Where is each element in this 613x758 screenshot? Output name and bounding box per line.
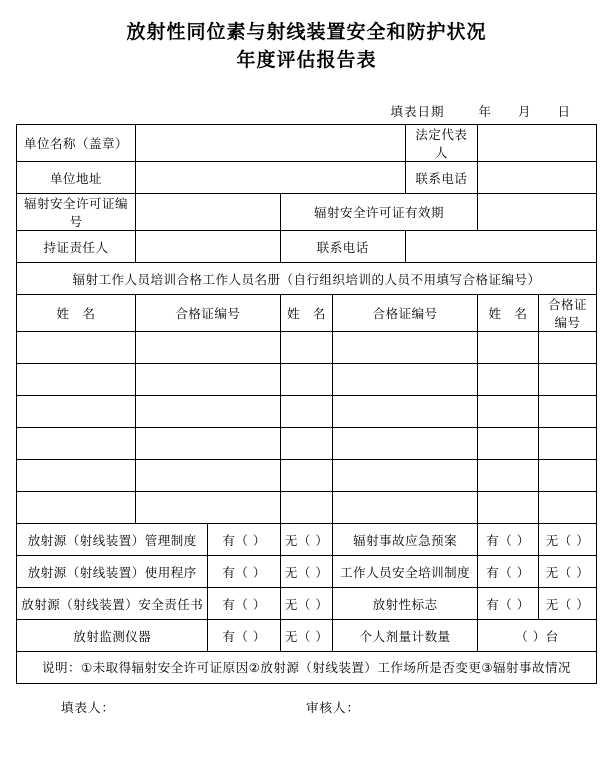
unit-name-label: 单位名称（盖章） [17,125,136,162]
training-cell-cert[interactable] [538,364,596,396]
training-cell-name[interactable] [17,332,136,364]
unit-name-field[interactable] [135,125,405,162]
holder-field[interactable] [135,231,280,263]
checklist-left-yes[interactable]: 有（ ） [208,524,281,556]
table-header-row [17,295,597,332]
checklist-left-label: 放射源（射线装置）安全责任书 [17,588,208,620]
legal-rep-label: 法定代表人 [405,125,478,162]
training-cell-name[interactable] [280,460,332,492]
dosimeter-count-field[interactable]: （ ）台 [478,620,597,652]
training-cell-cert[interactable] [135,428,280,460]
holder-phone-label: 联系电话 [280,231,405,263]
checklist-row [17,556,597,588]
checklist-right-yes[interactable]: 有（ ） [478,588,539,620]
checklist-row [17,620,597,652]
checklist-left-no[interactable]: 无（ ） [280,556,332,588]
training-cell-cert[interactable] [333,332,478,364]
legal-rep-field[interactable] [478,125,597,162]
title-line-2: 年度评估报告表 [236,49,377,71]
training-cell-cert[interactable] [333,460,478,492]
training-header-name-3: 姓 名 [478,295,539,332]
table-row [17,460,597,492]
fill-date-label: 填表日期 [390,104,445,119]
checklist-right-yes[interactable]: 有（ ） [478,556,539,588]
training-cell-cert[interactable] [538,332,596,364]
table-row [17,162,597,194]
checklist-right-label: 辐射事故应急预案 [333,524,478,556]
title-line-1: 放射性同位素与射线装置安全和防护状况 [126,21,487,43]
training-header-name-2: 姓 名 [280,295,332,332]
training-cell-cert[interactable] [135,492,280,524]
training-cell-name[interactable] [478,364,539,396]
training-cell-name[interactable] [17,428,136,460]
training-cell-cert[interactable] [333,492,478,524]
checklist-right-no[interactable]: 无（ ） [538,556,596,588]
unit-address-field[interactable] [135,162,405,194]
year-label: 年 [478,104,492,119]
training-header-cert-1: 合格证编号 [135,295,280,332]
checklist-left-label: 放射源（射线装置）管理制度 [17,524,208,556]
training-cell-cert[interactable] [333,396,478,428]
table-row [17,125,597,162]
training-cell-name[interactable] [478,492,539,524]
training-cell-cert[interactable] [538,460,596,492]
checklist-row [17,588,597,620]
training-cell-cert[interactable] [538,428,596,460]
training-cell-name[interactable] [17,492,136,524]
day-label: 日 [557,104,571,119]
training-cell-cert[interactable] [333,364,478,396]
training-cell-name[interactable] [280,428,332,460]
checklist-right-no[interactable]: 无（ ） [538,588,596,620]
training-header-cert-2: 合格证编号 [333,295,478,332]
license-validity-label: 辐射安全许可证有效期 [280,194,477,231]
page-title [16,18,597,74]
checklist-left-yes[interactable]: 有（ ） [208,588,281,620]
training-cell-name[interactable] [17,460,136,492]
training-header-cert-3: 合格证编号 [538,295,596,332]
training-cell-name[interactable] [478,396,539,428]
contact-phone-field[interactable] [478,162,597,194]
training-header-name-1: 姓 名 [17,295,136,332]
reviewer-label: 审核人： [306,700,361,715]
training-cell-name[interactable] [280,492,332,524]
table-row [17,428,597,460]
license-number-label: 辐射安全许可证编号 [17,194,136,231]
license-number-field[interactable] [135,194,280,231]
training-cell-name[interactable] [280,396,332,428]
checklist-right-label: 放射性标志 [333,588,478,620]
month-label: 月 [517,104,532,119]
unit-address-label: 单位地址 [17,162,136,194]
table-row [17,263,597,295]
training-cell-cert[interactable] [538,396,596,428]
training-cell-name[interactable] [280,332,332,364]
training-cell-name[interactable] [478,428,539,460]
training-cell-cert[interactable] [333,428,478,460]
training-cell-name[interactable] [17,364,136,396]
contact-phone-label: 联系电话 [405,162,478,194]
table-row [17,194,597,231]
table-row [17,652,597,684]
training-cell-name[interactable] [478,332,539,364]
table-row [17,492,597,524]
training-cell-cert[interactable] [135,364,280,396]
training-cell-name[interactable] [17,396,136,428]
checklist-left-no[interactable]: 无（ ） [280,588,332,620]
checklist-left-label: 放射源（射线装置）使用程序 [17,556,208,588]
training-cell-cert[interactable] [135,396,280,428]
checklist-right-no[interactable]: 无（ ） [538,524,596,556]
holder-phone-field[interactable] [405,231,596,263]
note-text: 说明：①未取得辐射安全许可证原因②放射源（射线装置）工作场所是否变更③辐射事故情况 [17,652,597,684]
footer-signatures [16,698,597,718]
checklist-left-no[interactable]: 无（ ） [280,620,332,652]
training-section-title: 辐射工作人员培训合格工作人员名册（自行组织培训的人员不用填写合格证编号） [17,263,597,295]
training-cell-name[interactable] [280,364,332,396]
checklist-row [17,524,597,556]
filler-label: 填表人： [61,700,116,715]
training-cell-cert[interactable] [538,492,596,524]
training-cell-cert[interactable] [135,332,280,364]
table-row [17,231,597,263]
checklist-right-label: 工作人员安全培训制度 [333,556,478,588]
main-form-table [16,124,597,684]
checklist-right-label: 个人剂量计数量 [333,620,478,652]
table-row [17,396,597,428]
checklist-left-no[interactable]: 无（ ） [280,524,332,556]
training-cell-name[interactable] [478,460,539,492]
fill-date-row [16,102,597,120]
training-cell-cert[interactable] [135,460,280,492]
table-row [17,364,597,396]
checklist-right-yes[interactable]: 有（ ） [478,524,539,556]
checklist-left-yes[interactable]: 有（ ） [208,556,281,588]
checklist-left-yes[interactable]: 有（ ） [208,620,281,652]
table-row [17,332,597,364]
license-validity-field[interactable] [478,194,597,231]
checklist-left-label: 放射监测仪器 [17,620,208,652]
holder-label: 持证责任人 [17,231,136,263]
